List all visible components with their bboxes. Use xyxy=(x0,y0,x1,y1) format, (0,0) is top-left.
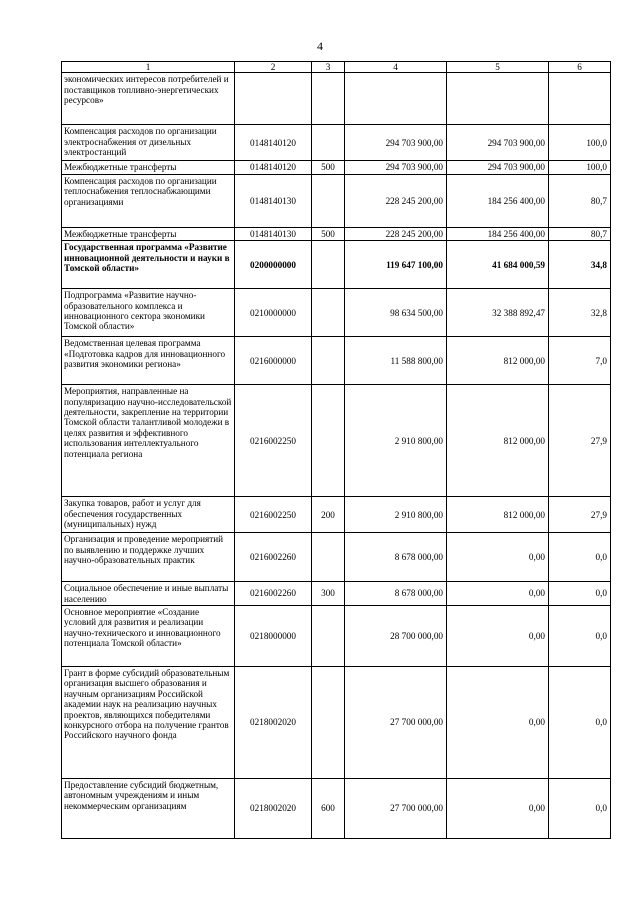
actual-amount-cell: 294 703 900,00 xyxy=(447,125,549,161)
page-number: 4 xyxy=(317,39,323,53)
planned-amount-cell: 294 703 900,00 xyxy=(345,125,447,161)
row-name-cell: экономических интересов потребителей и поставщиков топливно-энергетических ресурсов» xyxy=(62,73,235,125)
execution-percent-cell: 0,0 xyxy=(549,582,611,606)
execution-percent-cell: 0,0 xyxy=(549,606,611,667)
budget-table xyxy=(61,61,611,839)
expense-group-cell: 200 xyxy=(312,497,345,533)
row-name-cell: Закупка товаров, работ и услуг для обеспечения государственных (муниципальных) нужд xyxy=(62,497,235,533)
column-header: 2 xyxy=(235,62,312,73)
actual-amount-cell: 812 000,00 xyxy=(447,337,549,385)
actual-amount-cell: 0,00 xyxy=(447,533,549,582)
expense-group-cell xyxy=(312,174,345,227)
table-row xyxy=(62,161,611,174)
execution-percent-cell: 7,0 xyxy=(549,337,611,385)
column-number-header-row xyxy=(62,62,611,73)
row-name-cell: Основное мероприятие «Создание условий для развития и реализации научно-технического и инновационного потенциала Томской области» xyxy=(62,606,235,667)
planned-amount-cell: 228 245 200,00 xyxy=(345,227,447,240)
planned-amount-cell xyxy=(345,73,447,125)
row-name-cell: Предоставление субсидий бюджетным, автономным учреждениям и иным некоммерческим организациям xyxy=(62,779,235,839)
target-code-cell xyxy=(235,73,312,125)
execution-percent-cell: 0,0 xyxy=(549,667,611,779)
actual-amount-cell xyxy=(447,73,549,125)
target-code-cell: 0216002260 xyxy=(235,533,312,582)
planned-amount-cell: 2 910 800,00 xyxy=(345,385,447,497)
target-code-cell: 0148140120 xyxy=(235,161,312,174)
actual-amount-cell: 0,00 xyxy=(447,582,549,606)
expense-group-cell xyxy=(312,667,345,779)
expense-group-cell: 600 xyxy=(312,779,345,839)
row-name-cell: Межбюджетные трансферты xyxy=(62,227,235,240)
target-code-cell: 0216002250 xyxy=(235,385,312,497)
expense-group-cell xyxy=(312,73,345,125)
row-name-cell: Организация и проведение мероприятий по выявлению и поддержке лучших научно-образовательных практик xyxy=(62,533,235,582)
table-row xyxy=(62,533,611,582)
row-name-cell: Компенсация расходов по организации теплоснабжения теплоснабжающими организациями xyxy=(62,174,235,227)
actual-amount-cell: 41 684 000,59 xyxy=(447,241,549,289)
table-row xyxy=(62,779,611,839)
target-code-cell: 0216000000 xyxy=(235,337,312,385)
planned-amount-cell: 228 245 200,00 xyxy=(345,174,447,227)
execution-percent-cell: 80,7 xyxy=(549,227,611,240)
target-code-cell: 0148140130 xyxy=(235,227,312,240)
target-code-cell: 0210000000 xyxy=(235,289,312,337)
table-row xyxy=(62,241,611,289)
actual-amount-cell: 294 703 900,00 xyxy=(447,161,549,174)
row-name-cell: Межбюджетные трансферты xyxy=(62,161,235,174)
target-code-cell: 0218002020 xyxy=(235,667,312,779)
planned-amount-cell: 28 700 000,00 xyxy=(345,606,447,667)
table-row xyxy=(62,582,611,606)
expense-group-cell xyxy=(312,385,345,497)
column-header: 5 xyxy=(447,62,549,73)
execution-percent-cell: 100,0 xyxy=(549,125,611,161)
row-name-cell: Мероприятия, направленные на популяризацию научно-исследовательской деятельности, закрепление на территории Томской области талантливой молодежи в целях развития и эффективного использования интеллектуального потенциала региона xyxy=(62,385,235,497)
table-row xyxy=(62,385,611,497)
actual-amount-cell: 0,00 xyxy=(447,779,549,839)
table-row xyxy=(62,667,611,779)
expense-group-cell xyxy=(312,533,345,582)
column-header: 3 xyxy=(312,62,345,73)
expense-group-cell: 500 xyxy=(312,227,345,240)
planned-amount-cell: 294 703 900,00 xyxy=(345,161,447,174)
planned-amount-cell: 27 700 000,00 xyxy=(345,667,447,779)
execution-percent-cell: 100,0 xyxy=(549,161,611,174)
actual-amount-cell: 184 256 400,00 xyxy=(447,174,549,227)
table-row xyxy=(62,174,611,227)
execution-percent-cell xyxy=(549,73,611,125)
planned-amount-cell: 11 588 800,00 xyxy=(345,337,447,385)
table-row xyxy=(62,497,611,533)
target-code-cell: 0148140130 xyxy=(235,174,312,227)
expense-group-cell xyxy=(312,606,345,667)
execution-percent-cell: 27,9 xyxy=(549,385,611,497)
execution-percent-cell: 0,0 xyxy=(549,779,611,839)
target-code-cell: 0200000000 xyxy=(235,241,312,289)
row-name-cell: Подпрограмма «Развитие научно-образовательного комплекса и инновационного сектора экономики Томской области» xyxy=(62,289,235,337)
row-name-cell: Ведомственная целевая программа «Подготовка кадров для инновационного развития экономики региона» xyxy=(62,337,235,385)
planned-amount-cell: 2 910 800,00 xyxy=(345,497,447,533)
table-row xyxy=(62,227,611,240)
execution-percent-cell: 32,8 xyxy=(549,289,611,337)
expense-group-cell: 500 xyxy=(312,161,345,174)
table-row xyxy=(62,125,611,161)
actual-amount-cell: 0,00 xyxy=(447,667,549,779)
expense-group-cell xyxy=(312,125,345,161)
column-header: 1 xyxy=(62,62,235,73)
target-code-cell: 0218000000 xyxy=(235,606,312,667)
planned-amount-cell: 8 678 000,00 xyxy=(345,582,447,606)
row-name-cell: Социальное обеспечение и иные выплаты населению xyxy=(62,582,235,606)
expense-group-cell xyxy=(312,289,345,337)
table-row xyxy=(62,289,611,337)
table-row xyxy=(62,73,611,125)
execution-percent-cell: 27,9 xyxy=(549,497,611,533)
row-name-cell: Государственная программа «Развитие инновационной деятельности и науки в Томской области» xyxy=(62,241,235,289)
planned-amount-cell: 8 678 000,00 xyxy=(345,533,447,582)
expense-group-cell: 300 xyxy=(312,582,345,606)
actual-amount-cell: 0,00 xyxy=(447,606,549,667)
actual-amount-cell: 184 256 400,00 xyxy=(447,227,549,240)
expense-group-cell xyxy=(312,241,345,289)
execution-percent-cell: 80,7 xyxy=(549,174,611,227)
actual-amount-cell: 32 388 892,47 xyxy=(447,289,549,337)
execution-percent-cell: 34,8 xyxy=(549,241,611,289)
planned-amount-cell: 27 700 000,00 xyxy=(345,779,447,839)
actual-amount-cell: 812 000,00 xyxy=(447,497,549,533)
planned-amount-cell: 98 634 500,00 xyxy=(345,289,447,337)
planned-amount-cell: 119 647 100,00 xyxy=(345,241,447,289)
target-code-cell: 0216002250 xyxy=(235,497,312,533)
target-code-cell: 0218002020 xyxy=(235,779,312,839)
expense-group-cell xyxy=(312,337,345,385)
target-code-cell: 0148140120 xyxy=(235,125,312,161)
table-row xyxy=(62,606,611,667)
column-header: 6 xyxy=(549,62,611,73)
column-header: 4 xyxy=(345,62,447,73)
table-row xyxy=(62,337,611,385)
target-code-cell: 0216002260 xyxy=(235,582,312,606)
actual-amount-cell: 812 000,00 xyxy=(447,385,549,497)
row-name-cell: Грант в форме субсидий образовательным организация высшего образования и научным организациям Российской академии наук на реализацию научных проектов, являющихся победителями конкурсного отбора на получение грантов Российского научного фонда xyxy=(62,667,235,779)
execution-percent-cell: 0,0 xyxy=(549,533,611,582)
row-name-cell: Компенсация расходов по организации электроснабжения от дизельных электростанций xyxy=(62,125,235,161)
